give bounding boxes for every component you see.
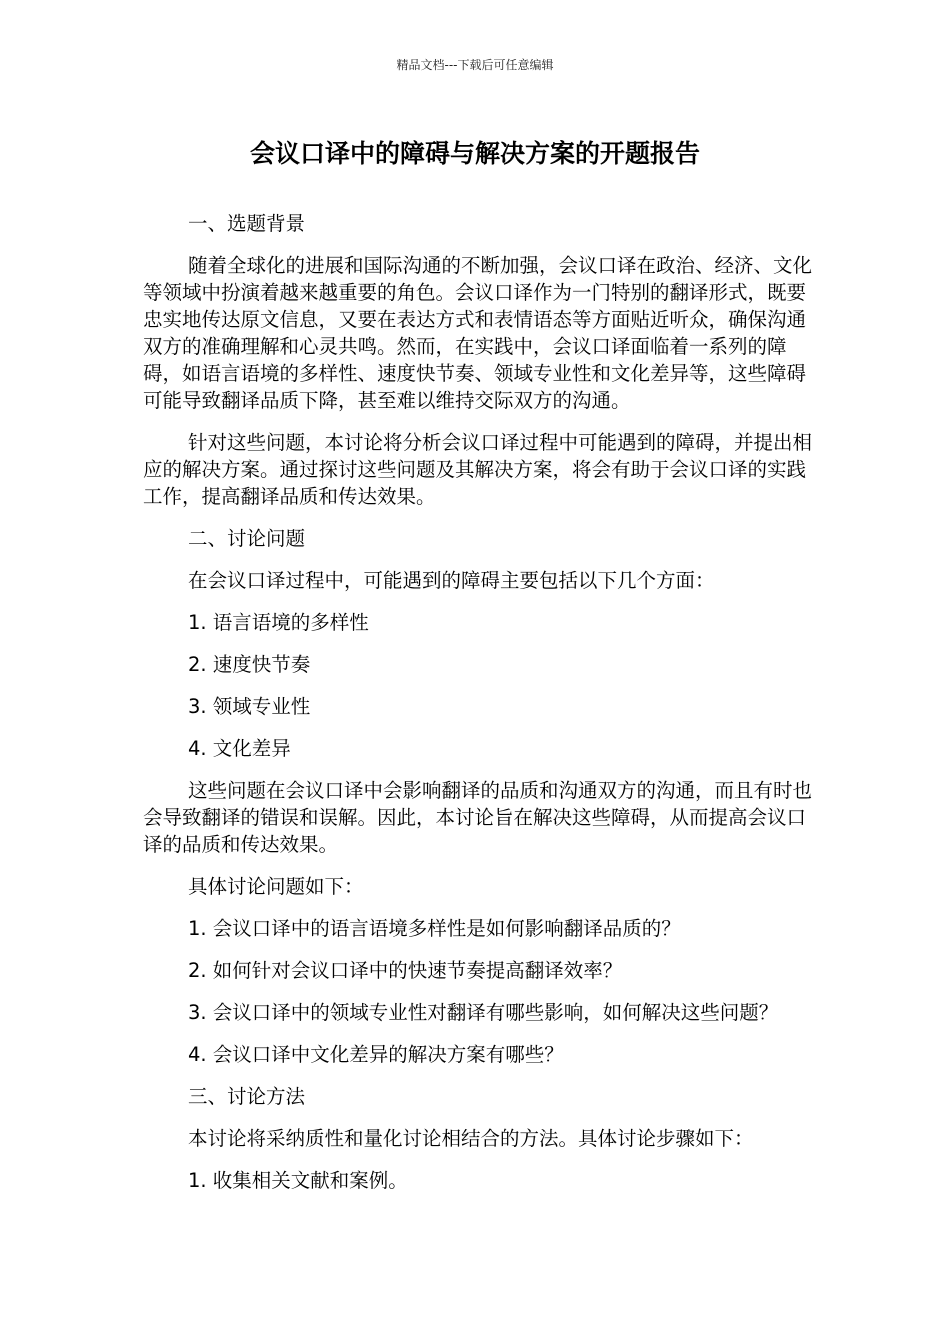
section-3-intro: 本讨论将采纳质性和量化讨论相结合的方法。具体讨论步骤如下：: [188, 1127, 754, 1150]
section-3-heading: 三、讨论方法: [188, 1085, 306, 1108]
document-title: 会议口译中的障碍与解决方案的开题报告: [249, 139, 700, 168]
section-2-intro: 在会议口译过程中，可能遇到的障碍主要包括以下几个方面：: [188, 569, 715, 592]
question-item: 4. 会议口译中文化差异的解决方案有哪些？: [188, 1043, 564, 1066]
question-item: 1. 会议口译中的语言语境多样性是如何影响翻译品质的？: [188, 917, 681, 940]
obstacle-item: 2. 速度快节奏: [188, 653, 311, 676]
obstacle-item: 1. 语言语境的多样性: [188, 611, 369, 634]
document-body: [143, 210, 813, 1209]
page-header-watermark: 精品文档---下载后可任意编辑: [396, 58, 554, 72]
method-step-item: 1. 收集相关文献和案例。: [188, 1169, 408, 1192]
obstacle-item: 4. 文化差异: [188, 737, 291, 760]
section-2-heading: 二、讨论问题: [188, 527, 306, 550]
obstacle-item: 3. 领域专业性: [188, 695, 311, 718]
section-2-paragraph: 这些问题在会议口译中会影响翻译的品质和沟通双方的沟通，而且有时也会导致翻译的错误和误解。因此，本讨论旨在解决这些障碍，从而提高会议口译的品质和传达效果。: [143, 779, 813, 856]
section-1-paragraph-1: 随着全球化的进展和国际沟通的不断加强，会议口译在政治、经济、文化等领域中扮演着越来越重要的角色。会议口译作为一门特别的翻译形式，既要忠实地传达原文信息，又要在表达方式和表情语态等方面贴近听众，确保沟通双方的准确理解和心灵共鸣。然而，在实践中，会议口译面临着一系列的障碍，如语言语境的多样性、速度快节奏、领域专业性和文化差异等，这些障碍可能导致翻译品质下降，甚至难以维持交际双方的沟通。: [143, 254, 813, 412]
questions-intro: 具体讨论问题如下：: [188, 875, 364, 898]
question-item: 2. 如何针对会议口译中的快速节奏提高翻译效率？: [188, 959, 623, 982]
question-item: 3. 会议口译中的领域专业性对翻译有哪些影响，如何解决这些问题？: [188, 1001, 779, 1024]
section-1-heading: 一、选题背景: [188, 212, 306, 235]
section-1-paragraph-2: 针对这些问题，本讨论将分析会议口译过程中可能遇到的障碍，并提出相应的解决方案。通过探讨这些问题及其解决方案，将会有助于会议口译的实践工作，提高翻译品质和传达效果。: [143, 431, 813, 508]
